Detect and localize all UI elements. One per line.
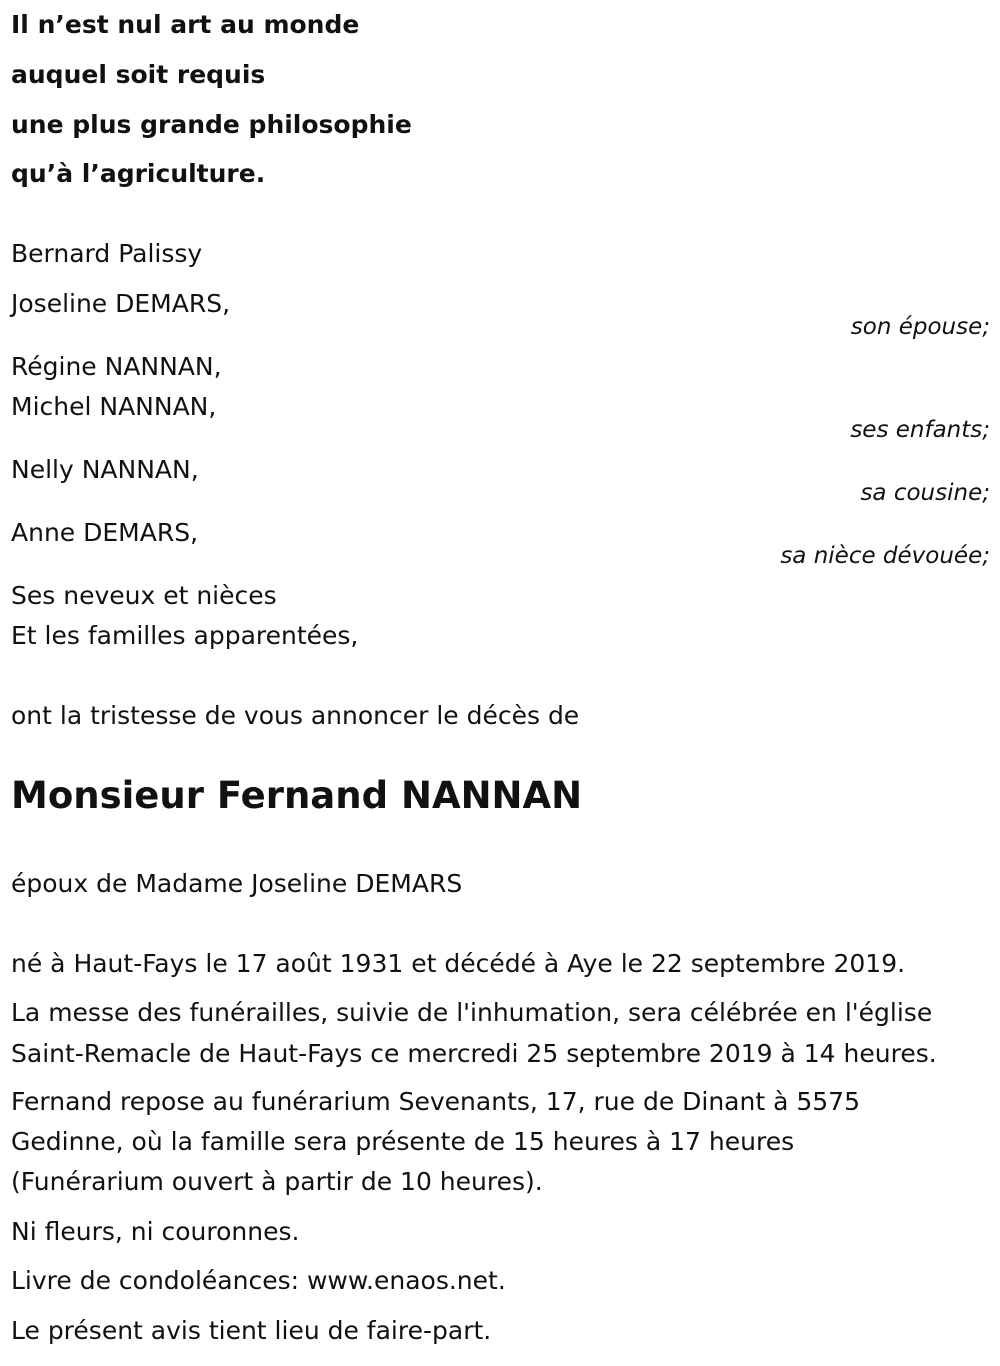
visitation-line-1: Fernand repose au funérarium Sevenants, 17, rue de Dinant à 5575 (11, 1087, 860, 1116)
visitation-line-3: (Funérarium ouvert à partir de 10 heures). (11, 1167, 543, 1196)
spouse-of-text: époux de Madame Joseline DEMARS (11, 869, 463, 898)
children-role: ses enfants; (850, 417, 990, 443)
deceased-name: Monsieur Fernand NANNAN (11, 774, 583, 817)
quote-line-2: auquel soit requis (11, 60, 266, 89)
quote-author: Bernard Palissy (11, 239, 203, 268)
announcement-text: ont la tristesse de vous annoncer le décès de (11, 701, 580, 730)
visitation-line-2: Gedinne, où la famille sera présente de 15 heures à 17 heures (11, 1127, 795, 1156)
spouse-role: son épouse; (850, 314, 990, 340)
cousin-role: sa cousine; (860, 480, 990, 506)
notice-text: Le présent avis tient lieu de faire-part. (11, 1316, 492, 1345)
niece-role: sa nièce dévouée; (780, 543, 990, 569)
other-relatives-1: Ses neveux et nièces (11, 581, 277, 610)
quote-line-4: qu’à l’agriculture. (11, 159, 266, 188)
funeral-line-2: Saint-Remacle de Haut-Fays ce mercredi 25 septembre 2019 à 14 heures. (11, 1039, 937, 1068)
cousin-name: Nelly NANNAN, (11, 455, 199, 484)
quote-line-1: Il n’est nul art au monde (11, 10, 360, 39)
funeral-line-1: La messe des funérailles, suivie de l'inhumation, sera célébrée en l'église (11, 998, 933, 1027)
child-name-2: Michel NANNAN, (11, 392, 217, 421)
spouse-name: Joseline DEMARS, (11, 289, 231, 318)
condolences-text: Livre de condoléances: www.enaos.net. (11, 1266, 506, 1295)
birth-death-text: né à Haut-Fays le 17 août 1931 et décédé à Aye le 22 septembre 2019. (11, 949, 906, 978)
niece-name: Anne DEMARS, (11, 518, 199, 547)
flowers-text: Ni fleurs, ni couronnes. (11, 1217, 300, 1246)
quote-line-3: une plus grande philosophie (11, 110, 412, 139)
other-relatives-2: Et les familles apparentées, (11, 621, 359, 650)
child-name-1: Régine NANNAN, (11, 352, 222, 381)
